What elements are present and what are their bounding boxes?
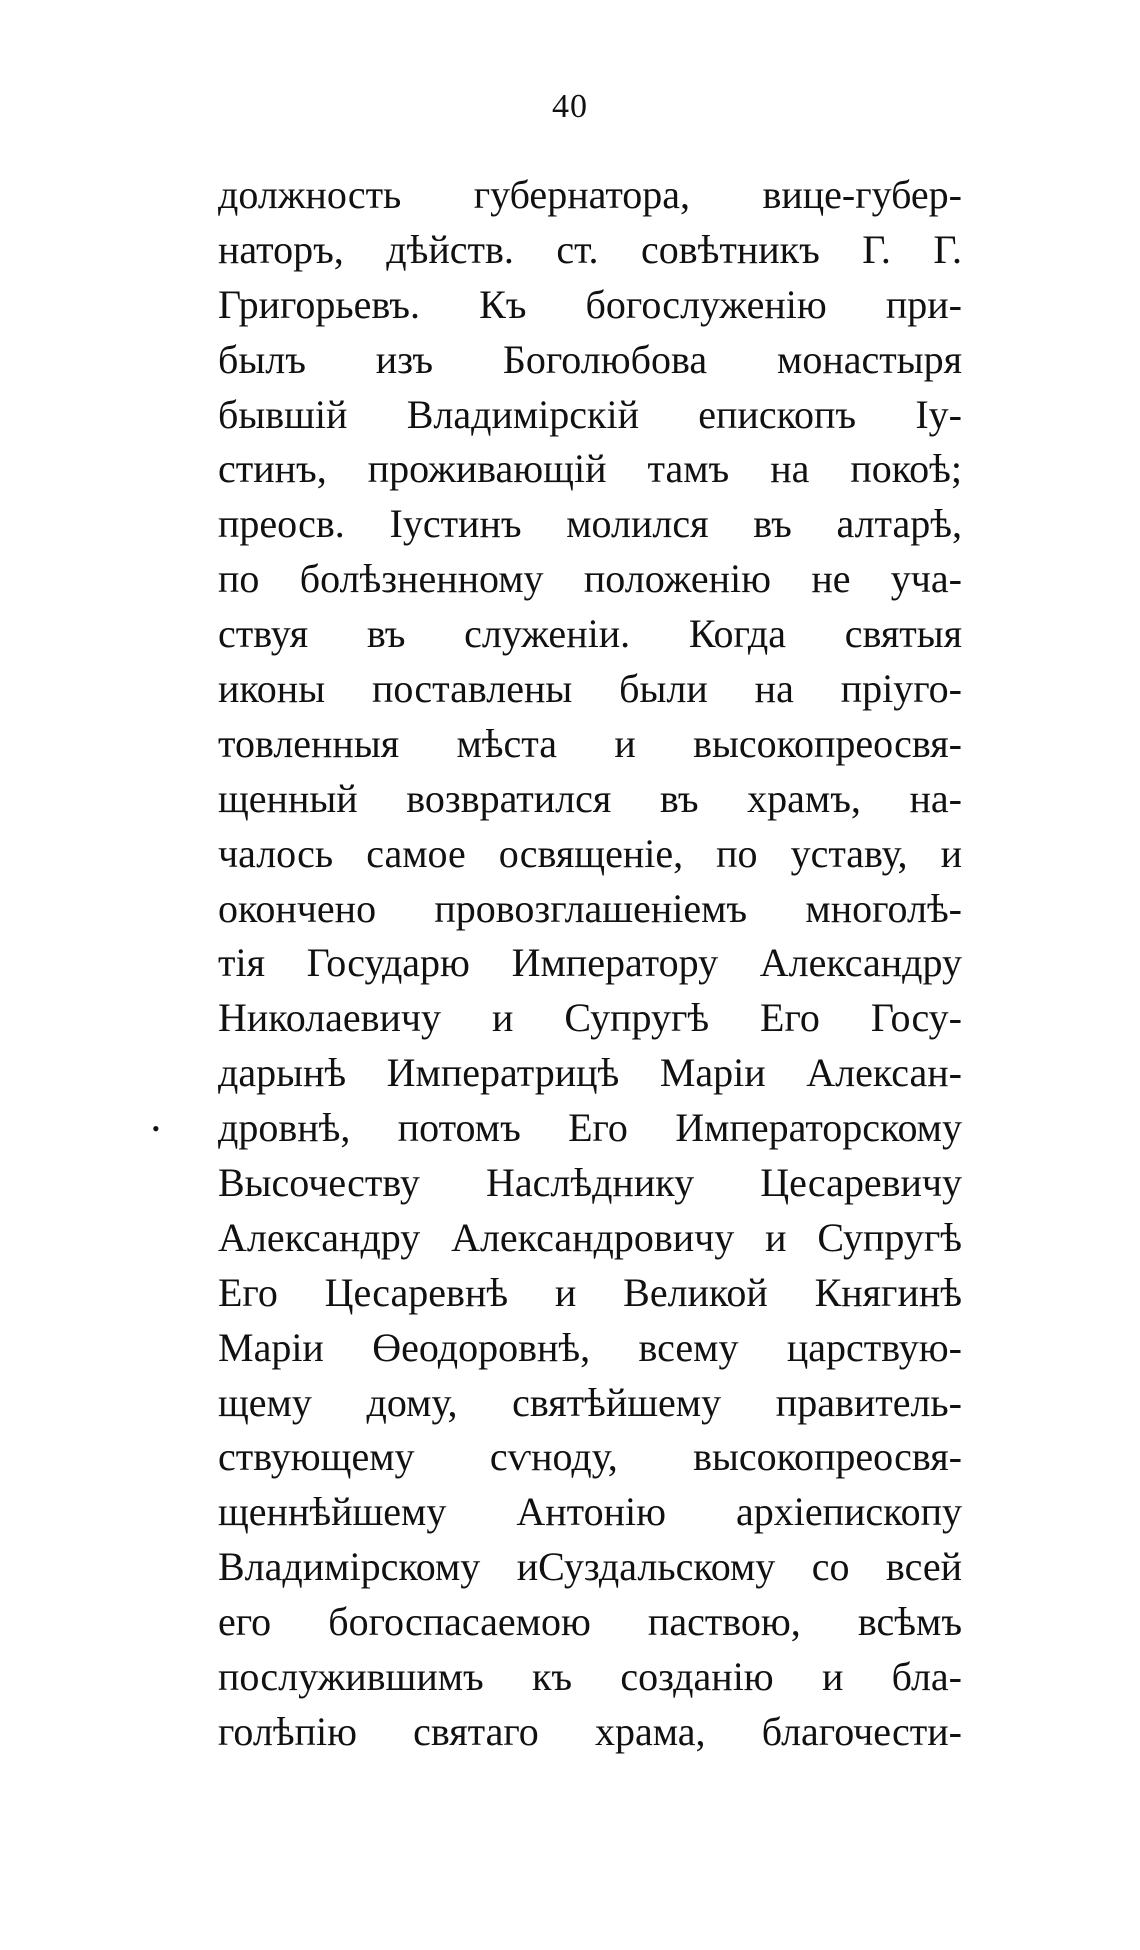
text-line: Высочеству Наслѣднику Цесаревичу (218, 1160, 962, 1206)
text-line: послужившимъ къ созданію и бла- (218, 1654, 962, 1700)
body-text (218, 168, 962, 1760)
text-line: щеннѣйшему Антонію архіепископу (218, 1489, 962, 1535)
margin-mark: • (152, 1116, 160, 1141)
text-line: щему дому, святѣйшему правитель- (218, 1379, 962, 1425)
text-line: ствующему сѵноду, высокопреосвя- (218, 1434, 962, 1480)
text-line: чалось самое освященіе, по уставу, и (218, 830, 962, 876)
text-line: Владимірскому иСуздальскому со всей (218, 1544, 962, 1590)
text-line: ствуя въ служеніи. Когда святыя (218, 611, 962, 657)
text-line: былъ изъ Боголюбова монастыря (218, 336, 962, 382)
text-line: товленныя мѣста и высокопреосвя- (218, 720, 962, 766)
text-line: Николаевичу и Супругѣ Его Госу- (218, 995, 962, 1041)
text-line: должность губернатора, вице-губер- (218, 172, 962, 217)
text-line: тія Государю Императору Александру (218, 940, 962, 986)
text-line: Его Цесаревнѣ и Великой Княгинѣ (218, 1269, 962, 1315)
text-line: щенный возвратился въ храмъ, на- (218, 775, 962, 821)
text-line: дарынѣ Императрицѣ Маріи Алексан- (218, 1050, 962, 1096)
text-line: дровнѣ, потомъ Его Императорскому (218, 1105, 962, 1151)
text-line: Маріи Өеодоровнѣ, всему царствую- (218, 1324, 962, 1370)
text-line: Григорьевъ. Къ богослуженію при- (218, 281, 962, 327)
page-number: 40 (552, 88, 588, 125)
text-line: стинъ, проживающій тамъ на покоѣ; (218, 446, 962, 492)
text-line: преосв. Іустинъ молился въ алтарѣ, (218, 501, 962, 547)
text-line: по болѣзненному положенію не уча- (218, 556, 962, 602)
text-line: голѣпію святаго храма, благочести- (218, 1708, 962, 1754)
text-line: иконы поставлены были на пріуго- (218, 666, 962, 712)
text-line: бывшій Владимірскій епископъ Іу- (218, 391, 962, 437)
text-line: его богоспасаемою паствою, всѣмъ (218, 1599, 962, 1645)
text-line: Александру Александровичу и Супругѣ (218, 1214, 962, 1260)
text-line: наторъ, дѣйств. ст. совѣтникъ Г. Г. (218, 226, 962, 272)
text-line: окончено провозглашеніемъ многолѣ- (218, 885, 962, 931)
